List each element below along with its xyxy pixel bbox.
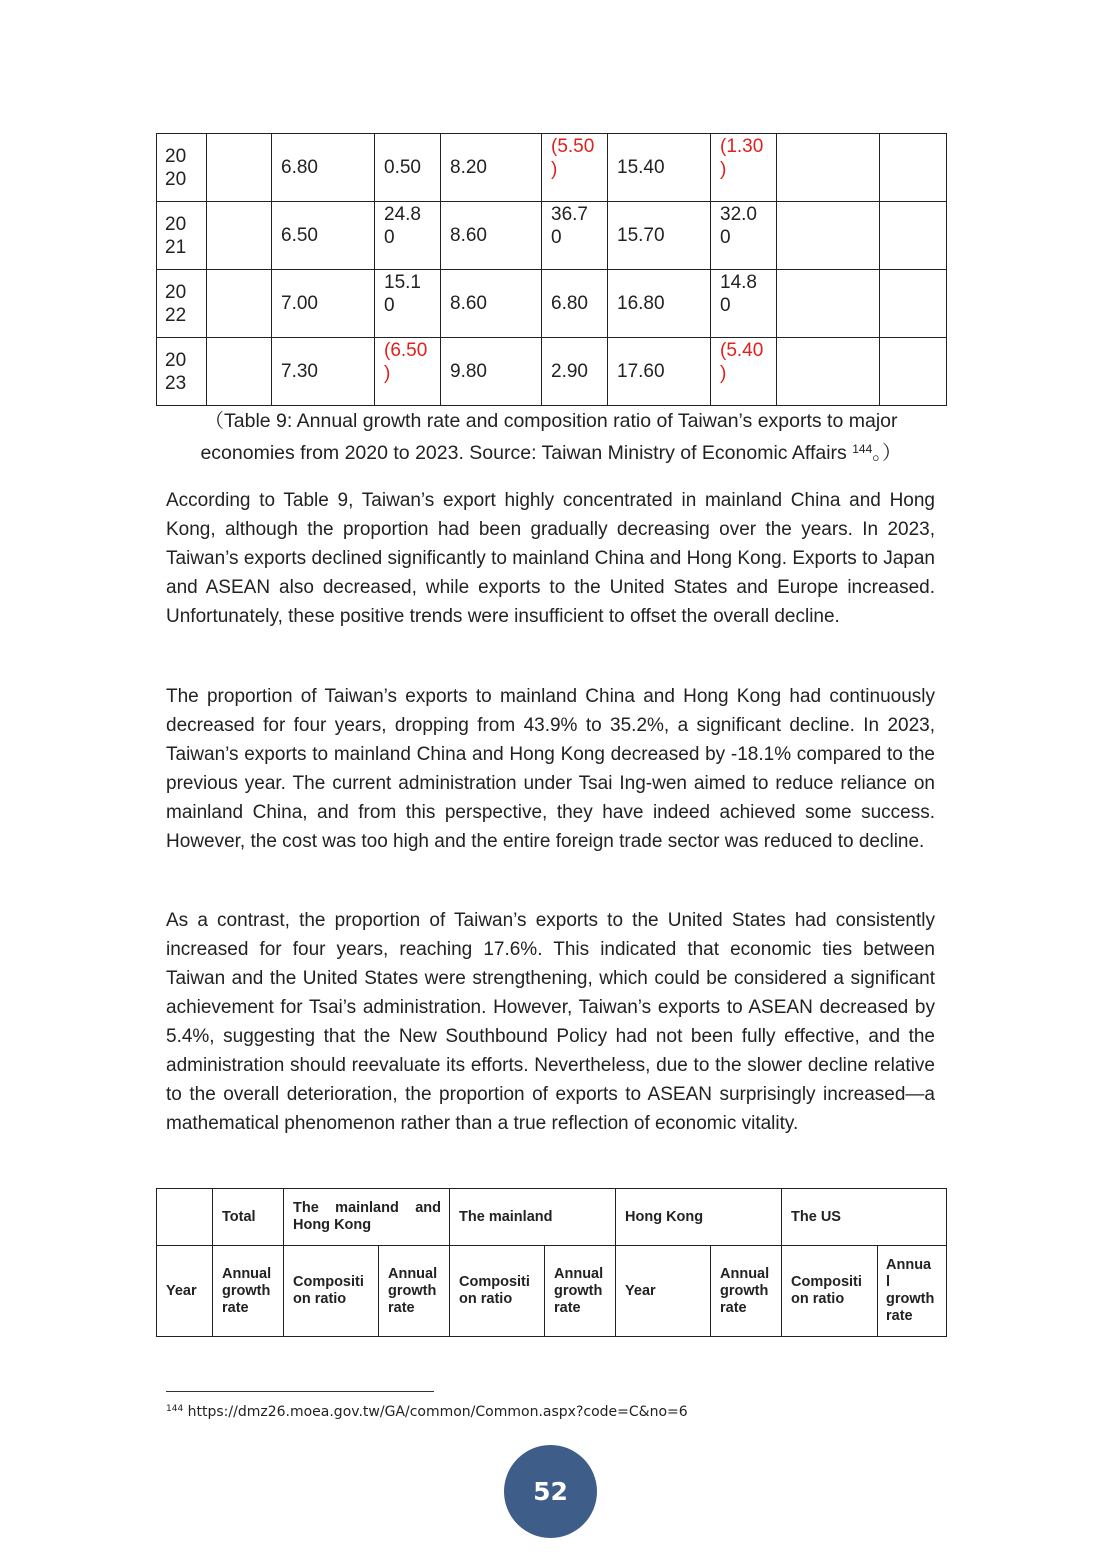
- table-cell: [207, 134, 272, 202]
- table-cell: [777, 134, 880, 202]
- table-header-cell: Compositi on ratio: [284, 1246, 379, 1337]
- paragraph: The proportion of Taiwan’s exports to mainland China and Hong Kong had continuously decreased for four years, dropping from 43.9% to 35.2%, a significant decline. In 2023, Taiwan’s exports to mainland China and Hong Kong decreased by -18.1% compared to the previous year. The current administration under Tsai Ing-wen aimed to reduce reliance on mainland China, and from this perspective, they have indeed achieved some success. However, the cost was too high and the entire foreign trade sector was reduced to decline.: [166, 686, 935, 852]
- table-cell: 17.60: [608, 338, 711, 406]
- table-cell: 24.8 0: [375, 202, 441, 270]
- table-header-cell: Annua l growth rate: [878, 1246, 947, 1337]
- table-header-cell: Annual growth rate: [545, 1246, 616, 1337]
- table-cell: 0.50: [375, 134, 441, 202]
- table-header-cell: The US: [782, 1189, 947, 1246]
- table-row: [157, 270, 947, 338]
- table-cell: [880, 134, 947, 202]
- table-caption: [156, 407, 946, 467]
- table-cell: 2.90: [542, 338, 608, 406]
- caption-footnote-ref: 144: [852, 442, 873, 456]
- table-9: [156, 133, 947, 406]
- table-header-cell: Compositi on ratio: [450, 1246, 545, 1337]
- table-cell: (5.50 ): [542, 134, 608, 202]
- table-header-cell: Total: [213, 1189, 284, 1246]
- table-cell: 32.0 0: [711, 202, 777, 270]
- table-row: [157, 338, 947, 406]
- caption-line-1: （Table 9: Annual growth rate and composition ratio of Taiwan’s exports to major: [204, 410, 898, 432]
- table-cell: 15.1 0: [375, 270, 441, 338]
- table-header-cell: Hong Kong: [616, 1189, 782, 1246]
- table-row: [157, 202, 947, 270]
- footnote-ref: 144: [166, 1404, 184, 1414]
- table-header-cell: Year: [157, 1246, 213, 1337]
- table-cell: 7.00: [272, 270, 375, 338]
- table-cell: 36.7 0: [542, 202, 608, 270]
- table-cell: 6.80: [542, 270, 608, 338]
- table-cell: (6.50 ): [375, 338, 441, 406]
- table-cell: [207, 202, 272, 270]
- table-cell: 15.70: [608, 202, 711, 270]
- table-header-row: [157, 1246, 947, 1337]
- table-header-cell: Annual growth rate: [711, 1246, 782, 1337]
- caption-text: economies from 2020 to 2023. Source: Taiwan Ministry of Economic Affairs: [200, 442, 847, 464]
- table-cell: [880, 338, 947, 406]
- table-row: [157, 134, 947, 202]
- table-header-cell: The mainland and Hong Kong: [284, 1189, 450, 1246]
- table-cell: 8.60: [441, 270, 542, 338]
- table-cell: 9.80: [441, 338, 542, 406]
- table-cell: [880, 202, 947, 270]
- table-cell: [777, 202, 880, 270]
- table-cell: (1.30 ): [711, 134, 777, 202]
- table-cell: [880, 270, 947, 338]
- table-header-row: [157, 1189, 947, 1246]
- footnote-url: https://dmz26.moea.gov.tw/GA/common/Common.aspx?code=C&no=6: [187, 1404, 688, 1420]
- footnote-divider: [166, 1391, 434, 1392]
- table-header-cell: [157, 1189, 213, 1246]
- year-cell: 20 23: [157, 338, 207, 406]
- paragraph: As a contrast, the proportion of Taiwan’s exports to the United States had consistently increased for four years, reaching 17.6%. This indicated that economic ties between Taiwan and the United States were strengthening, which could be considered a significant achievement for Tsai’s administration. However, Taiwan’s exports to ASEAN decreased by 5.4%, suggesting that the New Southbound Policy had not been fully effective, and the administration should reevaluate its efforts. Nevertheless, due to the slower decline relative to the overall deterioration, the proportion of exports to ASEAN surprisingly increased—a mathematical phenomenon rather than a true reflection of economic vitality.: [166, 910, 935, 1134]
- table-cell: 6.50: [272, 202, 375, 270]
- table-cell: [207, 338, 272, 406]
- table-cell: 7.30: [272, 338, 375, 406]
- table-header-cell: Year: [616, 1246, 711, 1337]
- table-cell: 16.80: [608, 270, 711, 338]
- year-cell: 20 21: [157, 202, 207, 270]
- table-header-continued: [156, 1188, 947, 1337]
- table-cell: 8.60: [441, 202, 542, 270]
- table-cell: 15.40: [608, 134, 711, 202]
- table-cell: 8.20: [441, 134, 542, 202]
- page-number: 52: [504, 1445, 597, 1538]
- footnote: [166, 1404, 688, 1420]
- caption-end: 。）: [872, 442, 902, 464]
- table-header-cell: Compositi on ratio: [782, 1246, 878, 1337]
- caption-line-2: [156, 435, 946, 467]
- year-cell: 20 20: [157, 134, 207, 202]
- table-cell: [207, 270, 272, 338]
- table-cell: [777, 338, 880, 406]
- table-cell: 14.8 0: [711, 270, 777, 338]
- year-cell: 20 22: [157, 270, 207, 338]
- paragraph: According to Table 9, Taiwan’s export highly concentrated in mainland China and Hong Kong, although the proportion had been gradually decreasing over the years. In 2023, Taiwan’s exports declined significantly to mainland China and Hong Kong. Exports to Japan and ASEAN also decreased, while exports to the United States and Europe increased. Unfortunately, these positive trends were insufficient to offset the overall decline.: [166, 490, 935, 627]
- table-cell: (5.40 ): [711, 338, 777, 406]
- table-header-cell: The mainland: [450, 1189, 616, 1246]
- table-header-cell: Annual growth rate: [213, 1246, 284, 1337]
- table-header-cell: Annual growth rate: [379, 1246, 450, 1337]
- table-cell: 6.80: [272, 134, 375, 202]
- table-cell: [777, 270, 880, 338]
